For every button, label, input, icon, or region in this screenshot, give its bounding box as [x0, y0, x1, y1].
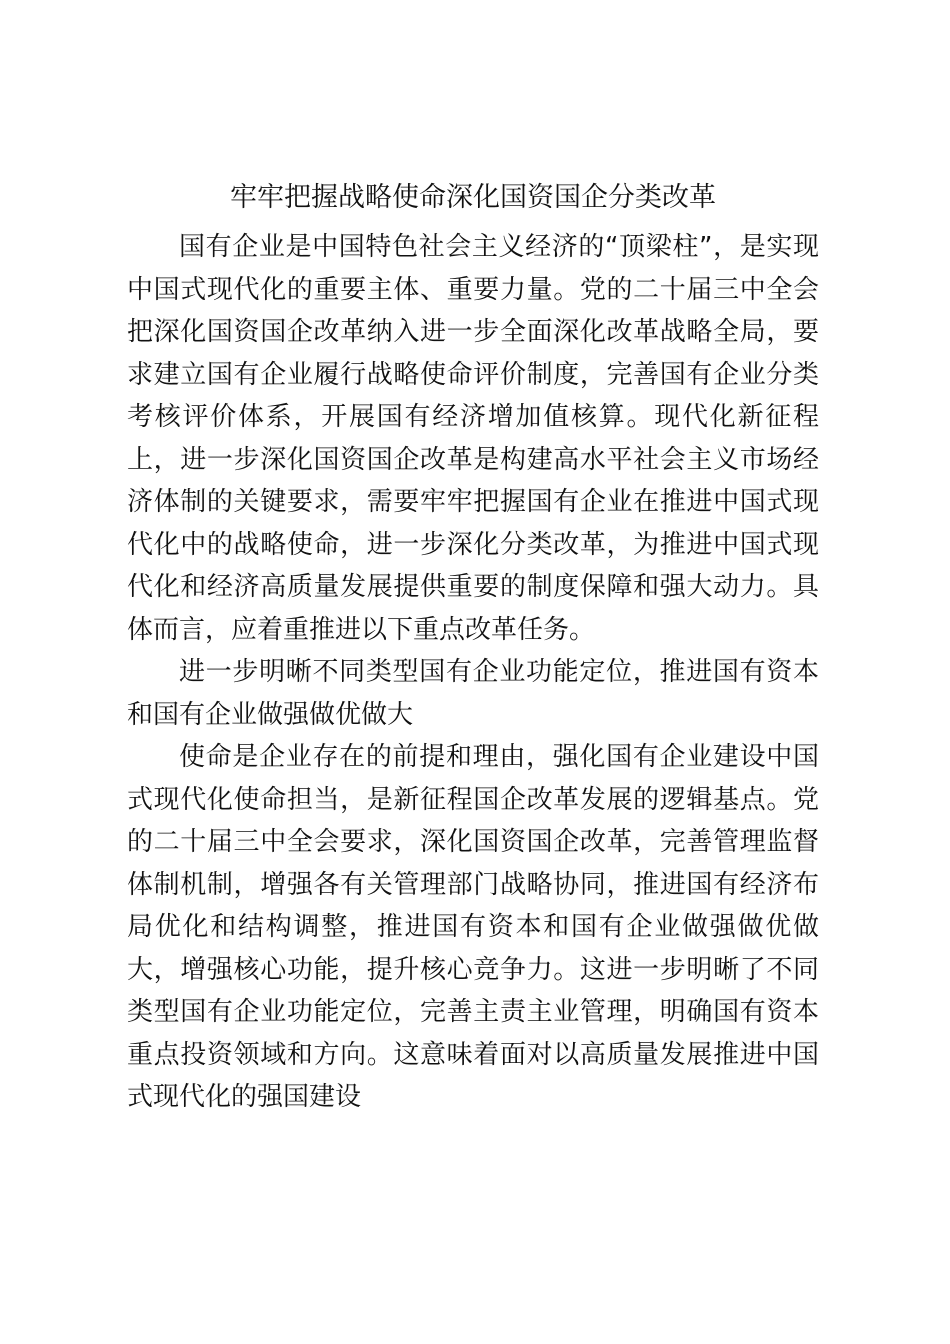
paragraph-intro: 国有企业是中国特色社会主义经济的“顶梁柱”，是实现中国式现代化的重要主体、重要力量。党的二十届三中全会把深化国资国企改革纳入进一步全面深化改革战略全局，要求建立国有企业履行战略使命评价制度，完善国有企业分类考核评价体系，开展国有经济增加值核算。现代化新征程上，进一步深化国资国企改革是构建高水平社会主义市场经济体制的关键要求，需要牢牢把握国有企业在推进中国式现代化中的战略使命，进一步深化分类改革，为推进中国式现代化和经济高质量发展提供重要的制度保障和强大动力。具体而言，应着重推进以下重点改革任务。	[127, 232, 819, 645]
document-page	[127, 176, 819, 1119]
document-title: 牢牢把握战略使命深化国资国企分类改革	[230, 182, 716, 213]
paragraph-mission: 使命是企业存在的前提和理由，强化国有企业建设中国式现代化使命担当，是新征程国企改革发展的逻辑基点。党的二十届三中全会要求，深化国资国企改革，完善管理监督体制机制，增强各有关管理部门战略协同，推进国有经济布局优化和结构调整，推进国有资本和国有企业做强做优做大，增强核心功能，提升核心竞争力。这进一步明晰了不同类型国有企业功能定位，完善主责主业管理，明确国有资本重点投资领域和方向。这意味着面对以高质量发展推进中国式现代化的强国建设	[127, 742, 819, 1112]
paragraph-section-heading: 进一步明晰不同类型国有企业功能定位，推进国有资本和国有企业做强做优做大	[127, 657, 819, 730]
